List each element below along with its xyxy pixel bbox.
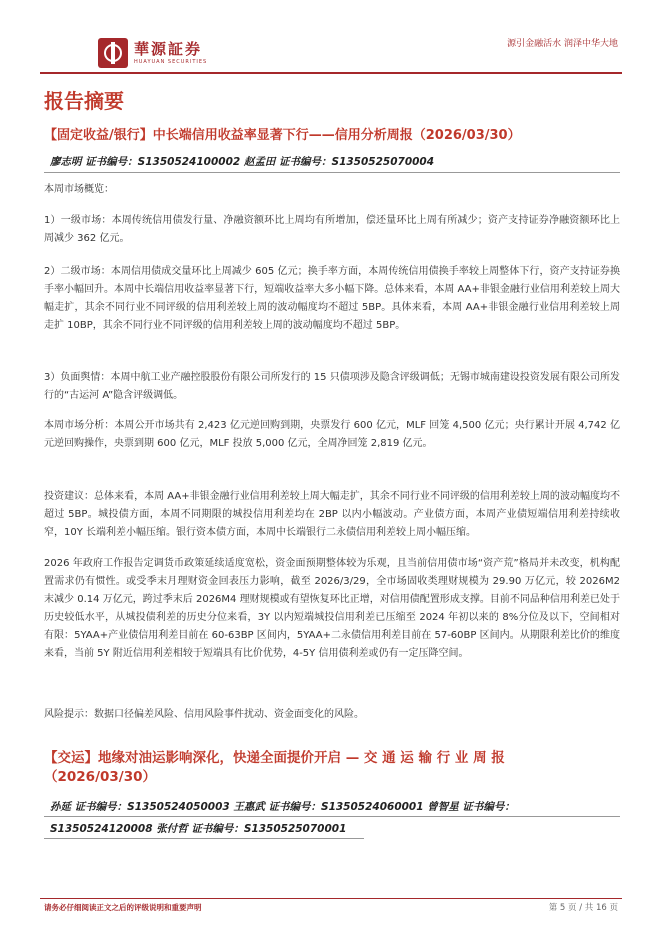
footer-divider xyxy=(40,898,622,899)
article2-title-line1: 【交运】地缘对油运影响深化，快递全面提价开启 — 交 通 运 输 行 业 周 报 xyxy=(44,750,505,766)
article2-authors-line1: 孙延 证书编号：S1350524050003 王惠武 证书编号：S1350524060001 曾智星 证书编号： xyxy=(50,801,515,813)
article1-authors: 廖志明 证书编号：S1350524100002 赵孟田 证书编号：S1350525070004 xyxy=(50,156,435,168)
article1-paragraph-investment-advice: 投资建议：总体来看，本周 AA+非银金融行业信用利差较上周大幅走扩，其余不同行业不同评级的信用利差较上周的波动幅度均不超过 5BP。城投债方面，本周不同期限的城投信用利差均在 2BP 以内小幅波动。产业债方面，本周产业债短端信用利差持续收窄，10Y 长端利差小幅压缩。银行资本债方面，本周中长端银行二永债信用利差较上周小幅压缩。 xyxy=(44,491,620,538)
article2-authors-line2: S1350524120008 张付哲 证书编号：S1350525070001 xyxy=(50,823,347,835)
article1-paragraph-risk: 风险提示：数据口径偏差风险、信用风险事件扰动、资金面变化的风险。 xyxy=(44,709,364,720)
article2-title-line2: （2026/03/30） xyxy=(44,769,157,785)
article1-paragraph-negative-news: 3）负面舆情：本周中航工业产融控股股份有限公司所发行的 15 只债项涉及隐含评级调低；无锡市城南建设投资发展有限公司所发行的“古运河 A”隐含评级调低。 xyxy=(44,372,620,401)
section-title: 报告摘要 xyxy=(44,89,124,113)
article1-paragraph-overview: 本周市场概览： xyxy=(44,184,114,195)
page-number: 第 5 页 / 共 16 页 xyxy=(548,903,618,913)
article2-author-underline-2 xyxy=(44,838,364,839)
article1-paragraph-market-analysis: 本周市场分析：本周公开市场共有 2,423 亿元逆回购到期，央票发行 600 亿元，MLF 回笼 4,500 亿元；央行累计开展 4,742 亿元逆回购操作，央票到期 600 亿元，MLF 投放 5,000 亿元，全周净回笼 2,819 亿元。 xyxy=(44,420,620,449)
company-logo xyxy=(98,36,207,70)
article2-author-underline-1 xyxy=(44,816,620,817)
article1-paragraph-outlook: 2026 年政府工作报告定调货币政策延续适度宽松，资金面预期整体较为乐观，且当前信用债市场“资产荒”格局并未改变，机构配置需求仍有惯性。或受季末月理财资金回表压力影响，截至 2026/3/29，全市场固收类理财规模为 29.90 万亿元，较 2026M2 末减少 0.14 万亿元，跨过季末后 2026M4 理财规模或有望恢复环比正增，对信用债配置形成支撑。目前不同品种信用利差已处于历史较低水平，从城投债利差的历史分位来看，3Y 以内短端城投信用利差已压缩至 2024 年初以来的 8%分位及以下，空间相对有限：5YAA+产业债信用利差目前在 60-63BP 区间内，5YAA+二永债信用利差目前在 57-60BP 区间内。从期限利差比价的维度来看，当前 5Y 附近信用利差相较于短端具有比价优势，4-5Y 信用债利差或仍有一定压降空间。 xyxy=(44,558,620,659)
article1-author-underline xyxy=(44,172,620,173)
article1-paragraph-primary-market: 1）一级市场：本周传统信用债发行量、净融资额环比上周均有所增加，偿还量环比上周有所减少；资产支持证券净融资额环比上周减少 362 亿元。 xyxy=(44,215,620,244)
article1-title: 【固定收益/银行】中长端信用收益率显著下行——信用分析周报（2026/03/30） xyxy=(44,128,521,143)
logo-english-name: HUAYUAN SECURITIES xyxy=(134,59,208,65)
company-slogan: 源引金融活水 润泽中华大地 xyxy=(507,39,618,49)
logo-emblem-icon xyxy=(98,38,128,68)
header-divider xyxy=(40,72,622,74)
article1-paragraph-secondary-market: 2）二级市场：本周信用债成交量环比上周减少 605 亿元；换手率方面，本周传统信用债换手率较上周整体下行，资产支持证券换手率小幅回升。本周中长端信用收益率显著下行，短端收益率大多小幅下降。总体来看，本周 AA+非银金融行业信用利差较上周大幅走扩，其余不同行业不同评级的信用利差较上周的波动幅度均不超过 5BP。具体来看，本周 AA+非银金融行业信用利差较上周走扩 10BP，其余不同行业不同评级的信用利差较上周的波动幅度均不超过 5BP。 xyxy=(44,266,620,331)
footer-disclaimer: 请务必仔细阅读正文之后的评级说明和重要声明 xyxy=(44,903,202,912)
logo-chinese-name: 華源証券 xyxy=(134,40,203,58)
page-header xyxy=(0,0,662,72)
